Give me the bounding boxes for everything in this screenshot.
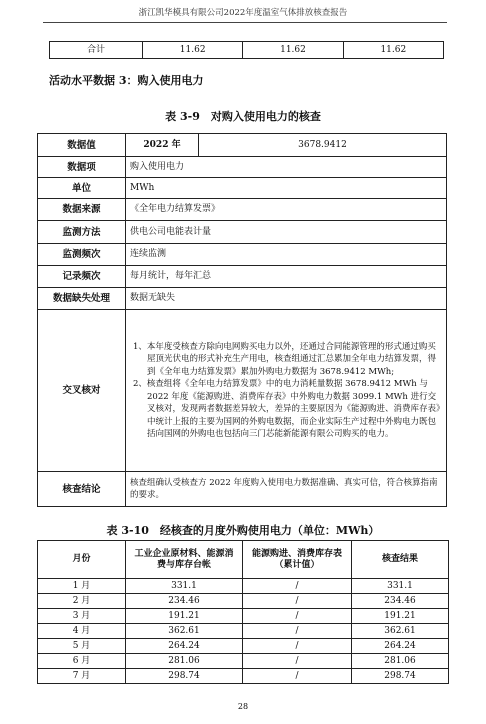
row-key: 监测方法: [38, 221, 126, 244]
cell-inventory: /: [243, 594, 352, 609]
table-row: [38, 624, 449, 639]
cross-check-label: 交叉核对: [38, 310, 126, 472]
cell-result: 264.24: [352, 639, 449, 654]
row-key: 数据项: [38, 157, 126, 178]
cell-month: 5 月: [38, 639, 126, 654]
table-row: [38, 244, 447, 266]
table-row: [38, 266, 447, 288]
row-value: 每月统计，每年汇总: [126, 266, 447, 288]
cell-result: 281.06: [352, 654, 449, 669]
conclusion-label: 核查结论: [38, 472, 126, 507]
table-row: [38, 639, 449, 654]
data-value-label: 数据值: [38, 134, 126, 157]
table-row: [38, 288, 447, 310]
cell-month: 2 月: [38, 594, 126, 609]
row-key: 监测频次: [38, 244, 126, 266]
cell-result: 298.74: [352, 669, 449, 684]
cell-ledger: 264.24: [126, 639, 243, 654]
header-result: 核查结果: [352, 541, 449, 579]
table-row: [38, 157, 447, 178]
row-key: 单位: [38, 178, 126, 199]
table-3-10-caption: 表 3-10 经核查的月度外购使用电力（单位：MWh）: [106, 524, 380, 537]
cell-ledger: 234.46: [126, 594, 243, 609]
table-row: [38, 199, 447, 221]
header-ledger: 工业企业原材料、能源消费与库存台帐: [126, 541, 243, 579]
table-row: [38, 669, 449, 684]
year-cell: 2022 年: [126, 134, 199, 157]
table-header-row: [38, 541, 449, 579]
row-value: 供电公司电能表计量: [126, 221, 447, 244]
row-value: MWh: [126, 178, 447, 199]
cell-result: 331.1: [352, 579, 449, 594]
totals-value-3: 11.62: [343, 42, 443, 59]
electricity-check-table: [37, 133, 447, 507]
cell-result: 191.21: [352, 609, 449, 624]
cell-month: 1 月: [38, 579, 126, 594]
totals-row: [50, 42, 444, 59]
data-value-row: [38, 134, 447, 157]
row-value: 购入使用电力: [126, 157, 447, 178]
cell-inventory: /: [243, 669, 352, 684]
table-row: [38, 654, 449, 669]
table-row: [38, 579, 449, 594]
cell-inventory: /: [243, 624, 352, 639]
row-value: 《全年电力结算发票》: [126, 199, 447, 221]
cell-ledger: 281.06: [126, 654, 243, 669]
row-key: 数据缺失处理: [38, 288, 126, 310]
cell-month: 4 月: [38, 624, 126, 639]
header-month: 月份: [38, 541, 126, 579]
page-number: 28: [237, 702, 249, 711]
cell-inventory: /: [243, 639, 352, 654]
header-rule: [43, 22, 447, 23]
cell-ledger: 298.74: [126, 669, 243, 684]
section-heading: 活动水平数据 3：购入使用电力: [49, 74, 204, 87]
cell-month: 7 月: [38, 669, 126, 684]
cross-check-item-1: 1、本年度受核查方除向电网购买电力以外，还通过合同能源管理的形式通过购买屋顶光伏电的形式补充生产用电，核查组通过汇总累加全年电力结算发票，得到《全年电力结算发票》累加外购电力数据为 3678.9412 MWh;: [133, 341, 437, 377]
value-cell: 3678.9412: [199, 134, 447, 157]
cell-inventory: /: [243, 654, 352, 669]
row-value: 数据无缺失: [126, 288, 447, 310]
row-value: 连续监测: [126, 244, 447, 266]
cell-result: 234.46: [352, 594, 449, 609]
cell-inventory: /: [243, 579, 352, 594]
table-3-9-caption: 表 3-9 对购入使用电力的核查: [165, 110, 321, 123]
cell-month: 6 月: [38, 654, 126, 669]
row-key: 记录频次: [38, 266, 126, 288]
cell-month: 3 月: [38, 609, 126, 624]
cell-ledger: 362.61: [126, 624, 243, 639]
cross-check-item-2: 2、核查组将《全年电力结算发票》中的电力消耗量数据 3678.9412 MWh 与 2022 年度《能源购进、消费库存表》中外购电力数据 3099.1 MWh 进行交叉核对，发现两者数据差异较大，差异的主要原因为《能源购进、消费库存表》中统计上报的主要为国网的外购电数据，而企业实际生产过程中外购电力既包括向国网的外购电也包括向三门芯能新能源有限公司购买的电力。: [133, 379, 441, 439]
row-key: 数据来源: [38, 199, 126, 221]
monthly-electricity-table: [37, 540, 449, 684]
cross-check-text: [126, 310, 447, 472]
totals-label: 合计: [50, 42, 143, 59]
cell-result: 362.61: [352, 624, 449, 639]
cross-check-row: [38, 310, 447, 472]
cell-ledger: 331.1: [126, 579, 243, 594]
table-row: [38, 178, 447, 199]
conclusion-row: [38, 472, 447, 507]
totals-table: [49, 41, 444, 59]
table-row: [38, 594, 449, 609]
table-row: [38, 221, 447, 244]
conclusion-text: 核查组确认受核查方 2022 年度购入使用电力数据准确、真实可信，符合核算指南的要求。: [126, 472, 447, 507]
cell-ledger: 191.21: [126, 609, 243, 624]
page-header: 浙江凯华模具有限公司2022年度温室气体排放核查报告: [138, 8, 348, 18]
totals-value-2: 11.62: [243, 42, 343, 59]
cell-inventory: /: [243, 609, 352, 624]
header-inventory: 能源购进、消费库存表（累计值）: [243, 541, 352, 579]
totals-value-1: 11.62: [143, 42, 243, 59]
table-row: [38, 609, 449, 624]
